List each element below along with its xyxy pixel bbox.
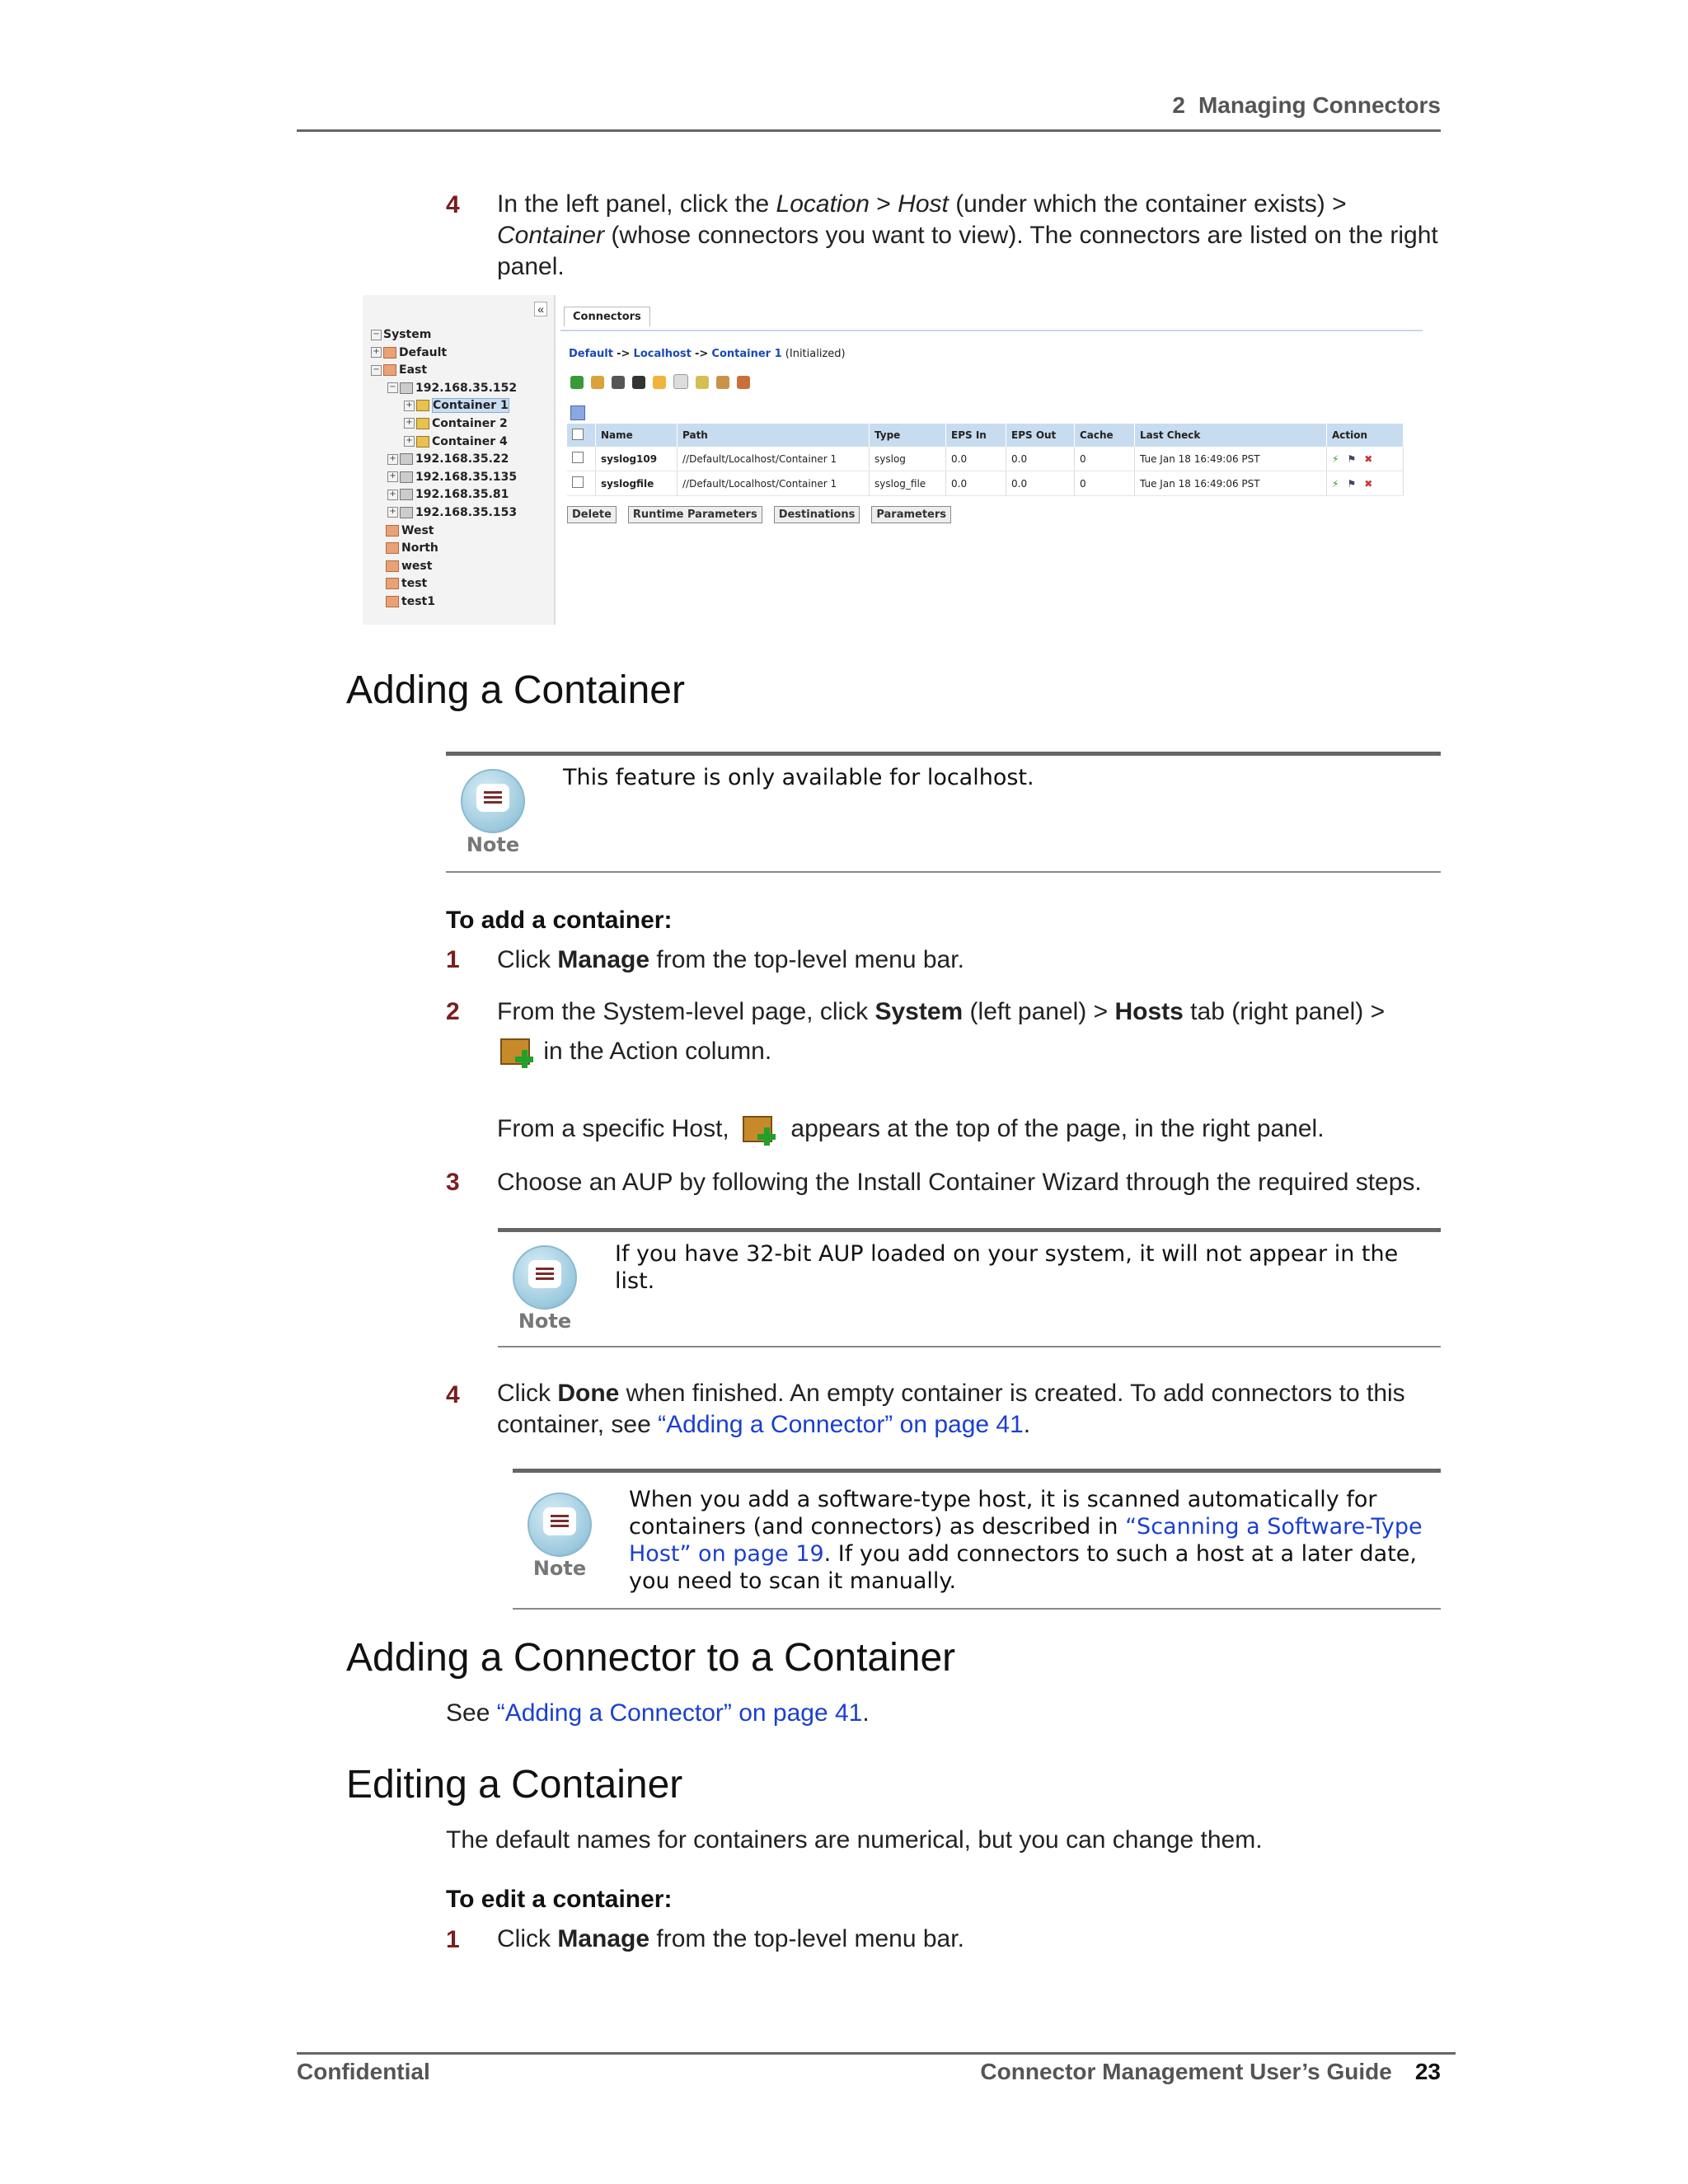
parameters-button[interactable]: Parameters	[871, 506, 951, 523]
section-heading: Adding a Connector to a Container	[346, 1636, 956, 1680]
note-text: If you have 32-bit AUP loaded on your system, it will not appear in the list.	[615, 1241, 1399, 1294]
link-scanning-host-page[interactable]: Host” on page 19	[629, 1541, 824, 1567]
step-number: 3	[446, 1169, 460, 1196]
step-text-cont: in the Action column.	[499, 1035, 771, 1070]
users-icon[interactable]: ⚑	[1347, 477, 1357, 490]
step-text: Click Manage from the top-level menu bar.	[497, 946, 964, 973]
step-number: 4	[446, 1381, 460, 1408]
connectors-table	[567, 424, 1404, 496]
delete-button[interactable]: Delete	[567, 506, 617, 523]
tree-item[interactable]: + Container 2	[371, 415, 517, 434]
footer-rule	[297, 2052, 1456, 2055]
tree-item[interactable]: − 192.168.35.152	[371, 380, 517, 398]
filter-icon[interactable]	[570, 405, 585, 420]
step-number: 4	[446, 191, 460, 218]
table-buttons	[567, 506, 963, 523]
delete-icon[interactable]: ✖	[1364, 477, 1373, 490]
table-row: syslog109 //Default/Localhost/Container 1 syslog 0.0 0.0 0 Tue Jan 18 16:49:06 PST ⚡ ⚑ ✖	[567, 447, 1404, 471]
section-heading: Editing a Container	[346, 1763, 683, 1807]
monitor-icon[interactable]	[632, 376, 645, 389]
tree-item[interactable]: test	[371, 575, 517, 593]
add-container-icon	[499, 1035, 537, 1070]
embedded-screenshot	[363, 295, 1423, 625]
table-header: Name Path Type EPS In EPS Out Cache Last Check Action	[567, 424, 1404, 447]
breadcrumb: Default -> Localhost -> Container 1 (Initialized)	[569, 348, 846, 360]
runtime-parameters-button[interactable]: Runtime Parameters	[628, 506, 762, 523]
procedure-heading: To edit a container:	[446, 1886, 673, 1913]
tree-item[interactable]: + 192.168.35.135	[371, 469, 517, 487]
step-text: From the System-level page, click System (left panel) > Hosts tab (right panel) >	[497, 998, 1386, 1025]
link-adding-connector[interactable]: “Adding a Connector” on page 41	[496, 1699, 863, 1727]
note-box	[498, 1228, 1441, 1347]
link-scanning-host[interactable]: “Scanning a Software-Type	[1125, 1514, 1423, 1540]
table-row: syslogfile //Default/Localhost/Container 1 syslog_file 0.0 0.0 0 Tue Jan 18 16:49:06 PST ⚡ ⚑ ✖	[567, 471, 1404, 496]
tree-item[interactable]: + 192.168.35.81	[371, 486, 517, 504]
tree-item[interactable]: − System	[371, 326, 517, 344]
users-icon[interactable]: ⚑	[1347, 452, 1357, 465]
tree-item[interactable]: west	[371, 558, 517, 576]
settings-icon[interactable]	[716, 376, 729, 389]
send-command-icon[interactable]: ⚡	[1332, 477, 1339, 490]
tree-item[interactable]: + Container 4	[371, 434, 517, 452]
tool-icon[interactable]	[612, 376, 625, 389]
home-icon[interactable]	[737, 376, 750, 389]
collapse-icon[interactable]: «	[534, 302, 547, 316]
left-panel	[363, 295, 556, 625]
note-text: This feature is only available for localhost.	[563, 765, 1034, 790]
tree-item[interactable]: + 192.168.35.22	[371, 451, 517, 469]
step-number: 1	[446, 1926, 460, 1953]
running-header	[1172, 92, 1441, 119]
note-icon: Note	[508, 1245, 582, 1333]
link-adding-connector[interactable]: “Adding a Connector” on page 41	[658, 1411, 1024, 1438]
tab-underline	[560, 330, 1423, 331]
edit-icon[interactable]	[591, 376, 604, 389]
step-text: Choose an AUP by following the Install Container Wizard through the required steps.	[497, 1169, 1422, 1196]
tree-item[interactable]: test1	[371, 593, 517, 612]
destinations-button[interactable]: Destinations	[774, 506, 860, 523]
footer-right: Connector Management User’s Guide 23	[980, 2059, 1441, 2084]
note-icon: Note	[456, 769, 530, 856]
note-box	[513, 1469, 1441, 1610]
crumb-default[interactable]: Default	[569, 348, 613, 360]
right-panel	[560, 295, 1423, 551]
tree-item[interactable]: North	[371, 540, 517, 558]
tree-item[interactable]: West	[371, 523, 517, 541]
page-number: 23	[1414, 2059, 1441, 2084]
tree-item-selected[interactable]: + Container 1	[371, 397, 517, 415]
add-connector-icon[interactable]	[570, 376, 584, 389]
section-heading: Adding a Container	[346, 668, 685, 712]
tree-item[interactable]: − East	[371, 362, 517, 380]
step-text-cont: From a specific Host, appears at the top of the page, in the right panel.	[497, 1113, 1325, 1147]
delete-icon[interactable]: ✖	[1364, 452, 1373, 465]
location-tree	[371, 326, 517, 612]
crumb-localhost[interactable]: Localhost	[633, 348, 692, 360]
note-icon: Note	[523, 1493, 597, 1580]
header-rule	[297, 129, 1441, 132]
tree-item[interactable]: + 192.168.35.153	[371, 504, 517, 523]
chapter-number: 2	[1172, 92, 1185, 118]
procedure-heading: To add a container:	[446, 907, 673, 934]
tree-item[interactable]: + Default	[371, 344, 517, 363]
note-text: When you add a software-type host, it is scanned automatically for containers (and connectors) as described in “Scanning a Software-Type Host” on page 19. If you add connectors to such a host at a later date, you need to scan it manually.	[629, 1487, 1423, 1594]
toolbar	[570, 374, 757, 393]
tab-connectors[interactable]: Connectors	[564, 307, 650, 326]
step-text: In the left panel, click the Location > Host (under which the container exists) > Container (whose connectors you want to view). The connectors are listed on the right panel.	[497, 190, 1438, 280]
document-icon[interactable]	[673, 374, 688, 389]
footer-left: Confidential	[297, 2059, 430, 2084]
note-box	[446, 752, 1441, 873]
step-number: 2	[446, 998, 460, 1025]
paragraph: See “Adding a Connector” on page 41.	[446, 1699, 870, 1727]
step-text: Click Manage from the top-level menu bar.	[497, 1925, 964, 1952]
add-container-icon	[741, 1113, 779, 1147]
chapter-title: Managing Connectors	[1198, 92, 1441, 118]
send-command-icon[interactable]: ⚡	[1332, 452, 1339, 465]
crumb-container[interactable]: Container 1	[711, 348, 782, 360]
step-text: Click Done when finished. An empty container is created. To add connectors to this container, see “Adding a Connector” on page 41.	[497, 1380, 1405, 1438]
package-icon[interactable]	[696, 376, 709, 389]
step-number: 1	[446, 946, 460, 973]
paragraph: The default names for containers are numerical, but you can change them.	[446, 1826, 1263, 1854]
refresh-icon[interactable]	[653, 376, 666, 389]
